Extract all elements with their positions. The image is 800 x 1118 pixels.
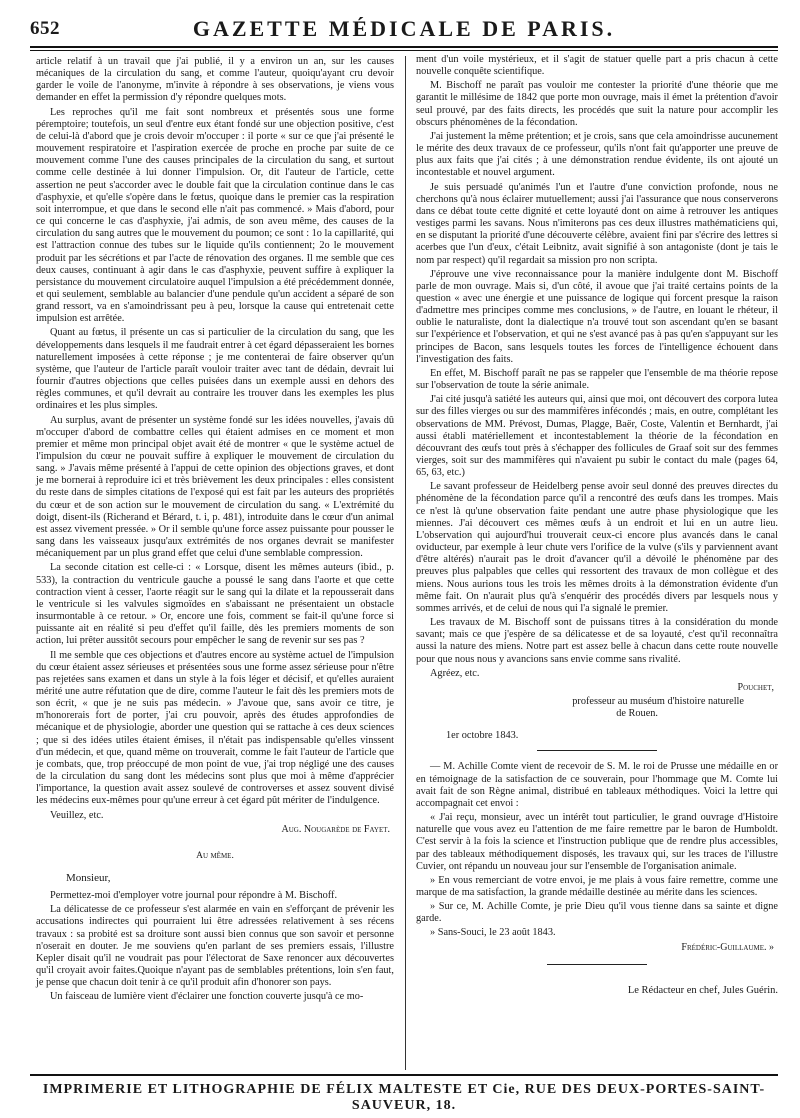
paragraph: Je suis persuadé qu'animés l'un et l'autre d'une conviction profonde, nous ne cherchons qu'à nous éclairer mutuellement; aussi j'ai l'assurance que nous conserverons dans ce débat toute cette dignité et cette loyauté dont on aime à retrouver les antiques vestiges parmi les savans. Nous n'imiterons pas ces deux illustres mathématiciens qui, en se disputant la priorité d'une découverte célèbre, avaient fini par s'écrire des lettres si acerbes que l'un d'eux, c'était Leibnitz, avait signifié à son antagoniste (dont je tais le nom par respect) qu'il regardait sa mission pro non scripta. (416, 181, 778, 266)
author-title-city: de Rouen. (616, 708, 658, 720)
section-heading: Au même. (196, 850, 234, 861)
left-column (36, 56, 394, 1006)
paragraph: M. Bischoff ne paraît pas vouloir me contester la priorité d'une théorie que me garantit le millésime de 1842 que porte mon ouvrage, mais il émet la prétention d'avoir seul prouvé, par des faits directs, les procédés que suit la nature pour accomplir les obscurs phénomènes de la fécondation. (416, 80, 778, 128)
paragraph: J'éprouve une vive reconnaissance pour la manière indulgente dont M. Bischoff parle de mon ouvrage. Mais si, d'un côté, il avoue que j'ai traité certains points de la question « avec une énergie et une puissance de logique qui forcent presque la raison d'admettre mes principes comme mes conclusions, » de l'autre, en louant le rhéteur, il oublie le naturaliste, dont la dialectique n'a trouvé tout son ascendant qu'en se basant sur l'expérience et l'observation, et qui ne s'est avancé pas à pas qu'en s'appuyant sur les principes de Bacon, sans lesquels toutes les forces de l'intelligence échouent dans l'investigation des faits. (416, 268, 778, 365)
editor-signature: Le Rédacteur en chef, Jules Guérin. (627, 984, 778, 996)
paragraph: En effet, M. Bischoff paraît ne pas se rappeler que l'ensemble de ma théorie repose sur l'observation de toute la série animale. (416, 367, 778, 392)
section-separator (547, 964, 647, 965)
paragraph: J'ai justement la même prétention; et je crois, sans que cela amoindrisse aucunement le mérite des deux travaux de ce professeur, qu'ils n'ont fait qu'apporter une preuve de plus aux faits que j'ai cités ; à une démonstration rendue évidente, ils ont ajouté un incontestable et nouvel argument. (416, 130, 778, 179)
closing-line: Agréez, etc. (430, 667, 480, 679)
page-number: 652 (30, 18, 60, 39)
paragraph: La délicatesse de ce professeur s'est alarmée en vain en s'efforçant de prévenir les accusations indirectes qui pourraient lui être adressées relativement à ses récens travaux : sa probité est sa droiture sont aussi bien connus que son savoir et personne n'oserait en douter. Je me souviens qu'en parlant de ses premiers essais, l'illustre Kepler disait qu'il ne voudrait pas pour l'électorat de Saxe renoncer aux découvertes qu'il croyait avoir faites.Quoique n'ayant pas de semblables prétentions, loin s'en faut, je pense que chacun doit tenir à ce qu'il produit afin d'honorer son pays. (36, 904, 394, 989)
letter-date: 1er octobre 1843. (446, 730, 519, 742)
paragraph: Quant au fœtus, il présente un cas si particulier de la circulation du sang, que les développements dans lesquels il me faudrait entrer à cet égard dépasseraient les bornes naturellement imposées à cette réponse ; je me contenterai de faire observer qu'un système, que l'auteur de l'article paraît vouloir traiter avec tant de dédain, devrait lui fournir d'autres objections que celles puisées dans un exemple aussi en dehors des règles communes, et qu'il devrait au contraire les trouver dans les exemples les plus ordinaires et les plus simples. (36, 327, 394, 412)
paragraph: Un faisceau de lumière vient d'éclairer une fonction couverte jusqu'à ce mo- (50, 991, 364, 1003)
king-signature: Frédéric-Guillaume. » (681, 941, 774, 953)
paragraph: La seconde citation est celle-ci : « Lorsque, disent les mêmes auteurs (ibid., p. 533), la contraction du ventricule gauche a poussé le sang dans l'aorte et que cette contraction vient à cesser, l'aorte réagit sur le sang qui la dilate et la repousserait dans le ventricule si les valvules sigmoïdes en s'abaissant ne présentaient un obstacle insurmontable à ce retour. » Or, encore une fois, comment se fait-il qu'une force si puissante ait en réalité si peu d'effet qu'il faille, dès les premiers moments de son action, lui prêter aussitôt secours pour empêcher le sang de revenir sur ses pas ? (36, 562, 394, 647)
right-column (416, 54, 778, 997)
paragraph: — M. Achille Comte vient de recevoir de S. M. le roi de Prusse une médaille en or en témoignage de la satisfaction de ce souverain, pour l'hommage que M. Comte lui avait fait de son Règne animal, distribué en tableaux méthodiques. Voici la lettre qui accompagnait cet envoi : (416, 761, 778, 809)
author-signature: Pouchet, (737, 681, 774, 693)
header-rule-thin (30, 50, 778, 51)
salutation: Monsieur, (66, 872, 111, 884)
paragraph: Le savant professeur de Heidelberg pense avoir seul donné des preuves directes du phénomène de la fécondation parce qu'il a rencontré des œufs dans les trompes. Mais ce n'est là qu'une observation faite pendant une autre phase physiologique que les miennes. J'ai découvert ces mêmes œufs à un endroit et lui en un autre lieu. L'observation qui aujourd'hui trouverait ceux-ci encore plus avancés dans le canal oviducteur, par exemple à leur chute vers l'orifice de la vulve (s'ils y parviennent avant d'être altérés) n'aurait pas le droit d'avancer qu'il a dévoilé le phénomène par des preuves plus palpables que celles qui ressortent des travaux de mon collègue et des miens. Nous aurions tous les trois les mêmes droits à la démonstration évidente d'un même fait. On n'aurait plus qu'à s'enquérir des procédés divers par lesquels nous y sommes arrivés, et de celui de nous qui l'a signalé le premier. (416, 481, 778, 614)
paragraph: Au surplus, avant de présenter un système fondé sur les idées nouvelles, j'avais dû m'occuper d'abord de combattre celles qui étaient admises en ce moment et mon premier et même mon principal objet avait été de montrer « que le système actuel de l'impulsion du cœur ne pouvait suffire à expliquer le mouvement de circulation du sang. » J'avais même présenté à l'appui de cette opinion des objections graves, et dont je me bornerai à reproduire ici et très brièvement les deux principales : elles consistent du reste dans de simples citations de l'exposé qui est fait par les auteurs des propriétés du cœur et de son action sur le mouvement de circulation du sang. « L'extrémité du doigt, disent-ils (Richerand et Bérard, t. i, p. 481), introduite dans le cœur d'un animal est assez vivement pressée. » Or il semble qu'une force assez puissante pour pousser le sang dans les vaisseaux jusqu'aux extrémités de nos organes devrait se manifester mécaniquement par un plus grand effet que celui d'une semblable compression. (36, 414, 394, 560)
section-separator (537, 750, 657, 751)
printer-imprint: IMPRIMERIE ET LITHOGRAPHIE DE FÉLIX MALTESTE ET Cie, RUE DES DEUX-PORTES-SAINT-SAUVEUR, 18. (42, 1082, 766, 1113)
paragraph: Il me semble que ces objections et d'autres encore au système actuel de l'impulsion du cœur étaient assez sérieuses et présentées sous une forme assez sérieuse pour n'être pas rejetées sans examen et dans un style à la fois léger et décisif, et qu'elles auraient mérité une autre réfutation que de dire, comme l'auteur le fait dès les premiers mots de son écrit, « que je ne suis pas médecin. » J'avoue que, sans avoir ce titre, je m'honorerais fort de porter, j'ai cru pouvoir, après des études approfondies de mécanique et de physiologie, aborder une question qui se rattache à ces deux sciences ; que si des idées utiles étaient émises, il n'était pas indispensable qu'elles vinssent d'un médecin, et que, quand même on trouverait, comme le fait l'auteur de l'article que je combats, que, trop préoccupé de mon point de vue, j'ai trop négligé une des causes de la circulation du sang dont les médecins sont plus que moi à même d'apprécier l'importance, la question avait assez soulevé de controverses et assez souvent divisé les médecins eux-mêmes pour qu'une erreur à cet égard pût mériter de l'indulgence. (36, 649, 394, 807)
page-header (30, 14, 778, 44)
paragraph: Les reproches qu'il me fait sont nombreux et présentés sous une forme péremptoire; toutefois, un seul d'entre eux étant fondé sur une objection positive, c'est de celui-là d'abord que je crois devoir m'occuper : il porte « sur ce que j'ai présenté le mouvement respiratoire et l'aspiration exercée de proche en proche par suite de ce mouvement comme l'une des causes principales de la circulation du sang, et surtout comme celle destinée à lui donner l'impulsion. Or, dit l'auteur de l'article, cette assertion ne peut s'accorder avec le double fait que la circulation continue dans le cas d'asphyxie, et qu'elle s'opère dans le fœtus, quoique dans le premier cas la respiration soit interrompue, et que dans le second elle n'ait pas commencé. » Mais d'abord, pour ce qui concerne le cas d'asphyxie, j'ai admis, de son aveu même, des causes de la circulation du sang autres que le mouvement du poumon; ce sont : 1o la capillarité, qui est l'attraction connue des tubes sur le liquide qu'ils contiennent; 2o le mouvement produit par les sécrétions et par l'acte de rénovation des organes. Il me semble que ces deux causes, continuant à agir dans le cas d'asphyxie, peuvent suffire à expliquer la persistance du mouvement circulatoire auquel l'impulsion a été précédemment donnée, et qui seulement, semblable au balancier d'une pendule qu'un accident a séparé de son grand ressort, va en s'amoindrissant peu à peu, lorsque la cause qui entretenait cette impulsion est arrêtée. (36, 106, 395, 325)
paragraph: Les travaux de M. Bischoff sont de puissans titres à la considération du monde savant; mais ce que j'espère de sa délicatesse et de sa loyauté, c'est qu'il reconnaîtra aussi la nature des miens. Notre part est assez belle à chacun dans cette route nouvelle pour que nous nous y avancions sans envie comme sans rivalité. (416, 617, 778, 665)
closing-line: Veuillez, etc. (50, 809, 104, 821)
paragraph: » Sur ce, M. Achille Comte, je prie Dieu qu'il vous tienne dans sa sainte et digne garde. (416, 901, 778, 925)
header-rule-thick (30, 46, 778, 48)
paragraph: J'ai cité jusqu'à satiété les auteurs qui, ainsi que moi, ont découvert des corpora lutea sur des filles vierges ou sur des mammifères infécondés ; mais, en outre, complétant les observations de MM. Prévost, Dumas, Plagge, Baër, Coste, Valentin et Bernhardt, j'ai aussi établi matériellement et incontestablement la théorie de la fécondation en découvrant des œufs tout près à s'échapper des follicules de Graaf soit sur des femmes vierges, soit sur des mammifères qui n'avaient pu subir le contact du male (pages 64, 65, 63, etc.) (416, 394, 778, 479)
paragraph: ment d'un voile mystérieux, et il s'agit de statuer quelle part a pris chacun à cette nouvelle conquête scientifique. (416, 54, 778, 78)
column-divider (405, 56, 406, 1070)
author-title: professeur au muséum d'histoire naturelle (572, 695, 744, 707)
paragraph: Permettez-moi d'employer votre journal pour répondre à M. Bischoff. (50, 890, 338, 902)
paragraph: » Sans-Souci, le 23 août 1843. (430, 927, 556, 939)
page-title: GAZETTE MÉDICALE DE PARIS. (192, 16, 616, 41)
footer-rule (30, 1074, 778, 1076)
paragraph: » En vous remerciant de votre envoi, je me plais à vous faire remettre, comme une marque de ma satisfaction, la grande médaille destinée au mérite dans les sciences. (416, 874, 778, 898)
paragraph: article relatif à un travail que j'ai publié, il y a environ un an, sur les causes mécaniques de la circulation du sang, et comme l'auteur, quoiqu'ayant cru devoir garder le voile de l'anonyme, m'invite à répondre à ses observations, je viens vous demander en effet la permission d'y répondre quelques mots. (36, 56, 394, 104)
author-signature: Aug. Nougarède de Fayet. (281, 823, 390, 835)
paragraph: « J'ai reçu, monsieur, avec un intérêt tout particulier, le grand ouvrage d'Histoire naturelle que vous avez eu l'attention de me faire remettre par le baron de Humboldt. C'est servir à la fois la science et l'instruction publique que de rendre plus accessibles, par des tableaux méthodiquement disposés, les travaux qui, sur les traces de l'illustre Cuvier, ont répandu un nouveau jour sur l'ensemble de l'organisation animale. (416, 812, 778, 872)
